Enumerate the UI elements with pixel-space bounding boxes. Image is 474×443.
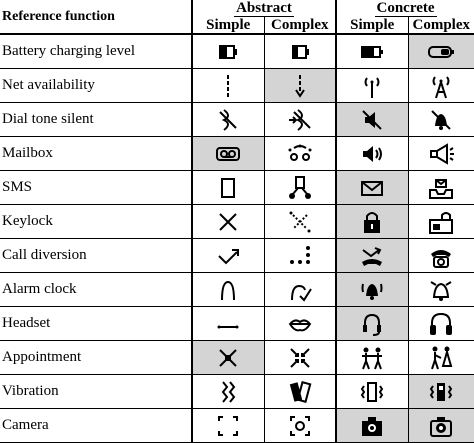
icon-cell <box>264 137 336 171</box>
icon-cell <box>336 103 408 137</box>
icon-cell <box>264 307 336 341</box>
row-label: Camera <box>0 409 192 443</box>
icon-cell <box>192 137 264 171</box>
icon-cell <box>192 34 264 69</box>
icon-cell <box>336 171 408 205</box>
header-concrete-simple: Simple <box>336 17 408 34</box>
icon-cell <box>264 341 336 375</box>
icon-cell <box>336 409 408 443</box>
icon-cell <box>192 273 264 307</box>
header-concrete <box>336 0 474 17</box>
header-abstract-label: Abstract <box>236 0 292 16</box>
icon-cell <box>192 69 264 103</box>
icon-cell <box>336 375 408 409</box>
icon-cell <box>192 375 264 409</box>
icon-cell <box>336 205 408 239</box>
table-body <box>0 34 474 443</box>
speaker-sound-icon <box>358 140 386 168</box>
icon-cell <box>192 409 264 443</box>
arch-icon <box>214 276 242 304</box>
battery-outline-detailed-icon <box>286 38 314 66</box>
alarm-bell-icon <box>427 276 455 304</box>
battery-filled-icon <box>358 38 386 66</box>
icon-cell <box>408 137 474 171</box>
headset-line-icon <box>214 310 242 338</box>
table-row <box>0 137 474 171</box>
table-row <box>0 375 474 409</box>
icon-cell <box>192 307 264 341</box>
icon-cell <box>264 273 336 307</box>
x-cross-icon <box>214 208 242 236</box>
meeting-arrows-filled-icon <box>214 344 242 372</box>
muted-wave-arrow-icon <box>286 106 314 134</box>
icon-cell <box>408 307 474 341</box>
antenna-tower-icon <box>427 72 455 100</box>
antenna-signal-icon <box>358 72 386 100</box>
icon-cell <box>408 69 474 103</box>
arch-check-icon <box>286 276 314 304</box>
camera-icon <box>358 412 386 440</box>
icon-cell <box>336 69 408 103</box>
icon-cell <box>192 239 264 273</box>
header-abstract-complex: Complex <box>264 17 336 34</box>
icon-cell <box>192 341 264 375</box>
diversion-dots-icon <box>286 242 314 270</box>
icon-cell <box>192 205 264 239</box>
icon-cell <box>336 239 408 273</box>
table-row <box>0 171 474 205</box>
dotted-bar-arrow-icon <box>286 72 314 100</box>
vibrating-tiles-icon <box>286 378 314 406</box>
row-label: Net availability <box>0 69 192 103</box>
icon-cell <box>192 103 264 137</box>
icon-cell <box>336 273 408 307</box>
headphones-icon <box>427 310 455 338</box>
icon-cell <box>264 409 336 443</box>
dotted-bar-icon <box>214 72 242 100</box>
row-label: Battery charging level <box>0 34 192 69</box>
header-concrete-label: Concrete <box>376 0 435 16</box>
table-row <box>0 307 474 341</box>
row-label: Mailbox <box>0 137 192 171</box>
zigzag-icon <box>214 378 242 406</box>
table-row <box>0 103 474 137</box>
x-cross-dotted-icon <box>286 208 314 236</box>
header-abstract-simple: Simple <box>192 17 264 34</box>
icon-cell <box>336 34 408 69</box>
muted-bell-icon <box>427 106 455 134</box>
megaphone-icon <box>427 140 455 168</box>
header-concrete-complex: Complex <box>408 17 474 34</box>
table-row <box>0 409 474 443</box>
icon-cell <box>408 409 474 443</box>
icon-cell <box>264 103 336 137</box>
card-network-icon <box>286 174 314 202</box>
row-label: Dial tone silent <box>0 103 192 137</box>
divert-phone-icon <box>358 242 386 270</box>
lips-icon <box>286 310 314 338</box>
voicemail-icon <box>214 140 242 168</box>
envelope-icon <box>358 174 386 202</box>
headset-outline-icon <box>358 310 386 338</box>
icon-cell <box>408 34 474 69</box>
icon-cell <box>408 341 474 375</box>
header-reference-function: Reference function <box>0 0 192 34</box>
row-label: Alarm clock <box>0 273 192 307</box>
header-abstract <box>192 0 336 17</box>
table-row <box>0 205 474 239</box>
inbox-tray-icon <box>427 174 455 202</box>
row-label: Headset <box>0 307 192 341</box>
icon-cell <box>192 171 264 205</box>
table-row <box>0 239 474 273</box>
viewfinder-dot-icon <box>286 412 314 440</box>
icon-cell <box>408 273 474 307</box>
icon-cell <box>336 307 408 341</box>
row-label: SMS <box>0 171 192 205</box>
table-row <box>0 69 474 103</box>
muted-wave-icon <box>214 106 242 134</box>
check-arrow-icon <box>214 242 242 270</box>
table-row <box>0 341 474 375</box>
icon-cell <box>264 69 336 103</box>
icon-cell <box>264 171 336 205</box>
padlock-keypad-icon <box>427 208 455 236</box>
icon-cell <box>408 375 474 409</box>
icon-cell <box>408 205 474 239</box>
muted-speaker-icon <box>358 106 386 134</box>
row-label: Vibration <box>0 375 192 409</box>
icon-cell <box>264 375 336 409</box>
padlock-icon <box>358 208 386 236</box>
icon-cell <box>408 239 474 273</box>
viewfinder-icon <box>214 412 242 440</box>
meeting-arrows-icon <box>286 344 314 372</box>
blank-card-icon <box>214 174 242 202</box>
vibrating-phone-icon <box>358 378 386 406</box>
table-row <box>0 34 474 69</box>
icon-cell <box>408 103 474 137</box>
camera-filled-icon <box>427 412 455 440</box>
icon-cell <box>264 34 336 69</box>
icon-cell <box>336 137 408 171</box>
icon-cell <box>408 171 474 205</box>
voicemail-dots-icon <box>286 140 314 168</box>
vibrating-phone-filled-icon <box>427 378 455 406</box>
row-label: Appointment <box>0 341 192 375</box>
rotary-phone-icon <box>427 242 455 270</box>
two-people-icon <box>358 344 386 372</box>
icon-cell <box>336 341 408 375</box>
table-row <box>0 273 474 307</box>
row-label: Call diversion <box>0 239 192 273</box>
battery-charging-bar-icon <box>427 38 455 66</box>
battery-outline-icon <box>214 38 242 66</box>
icon-cell <box>264 239 336 273</box>
icon-cell <box>264 205 336 239</box>
row-label: Keylock <box>0 205 192 239</box>
ringing-bell-icon <box>358 276 386 304</box>
couple-icon <box>427 344 455 372</box>
